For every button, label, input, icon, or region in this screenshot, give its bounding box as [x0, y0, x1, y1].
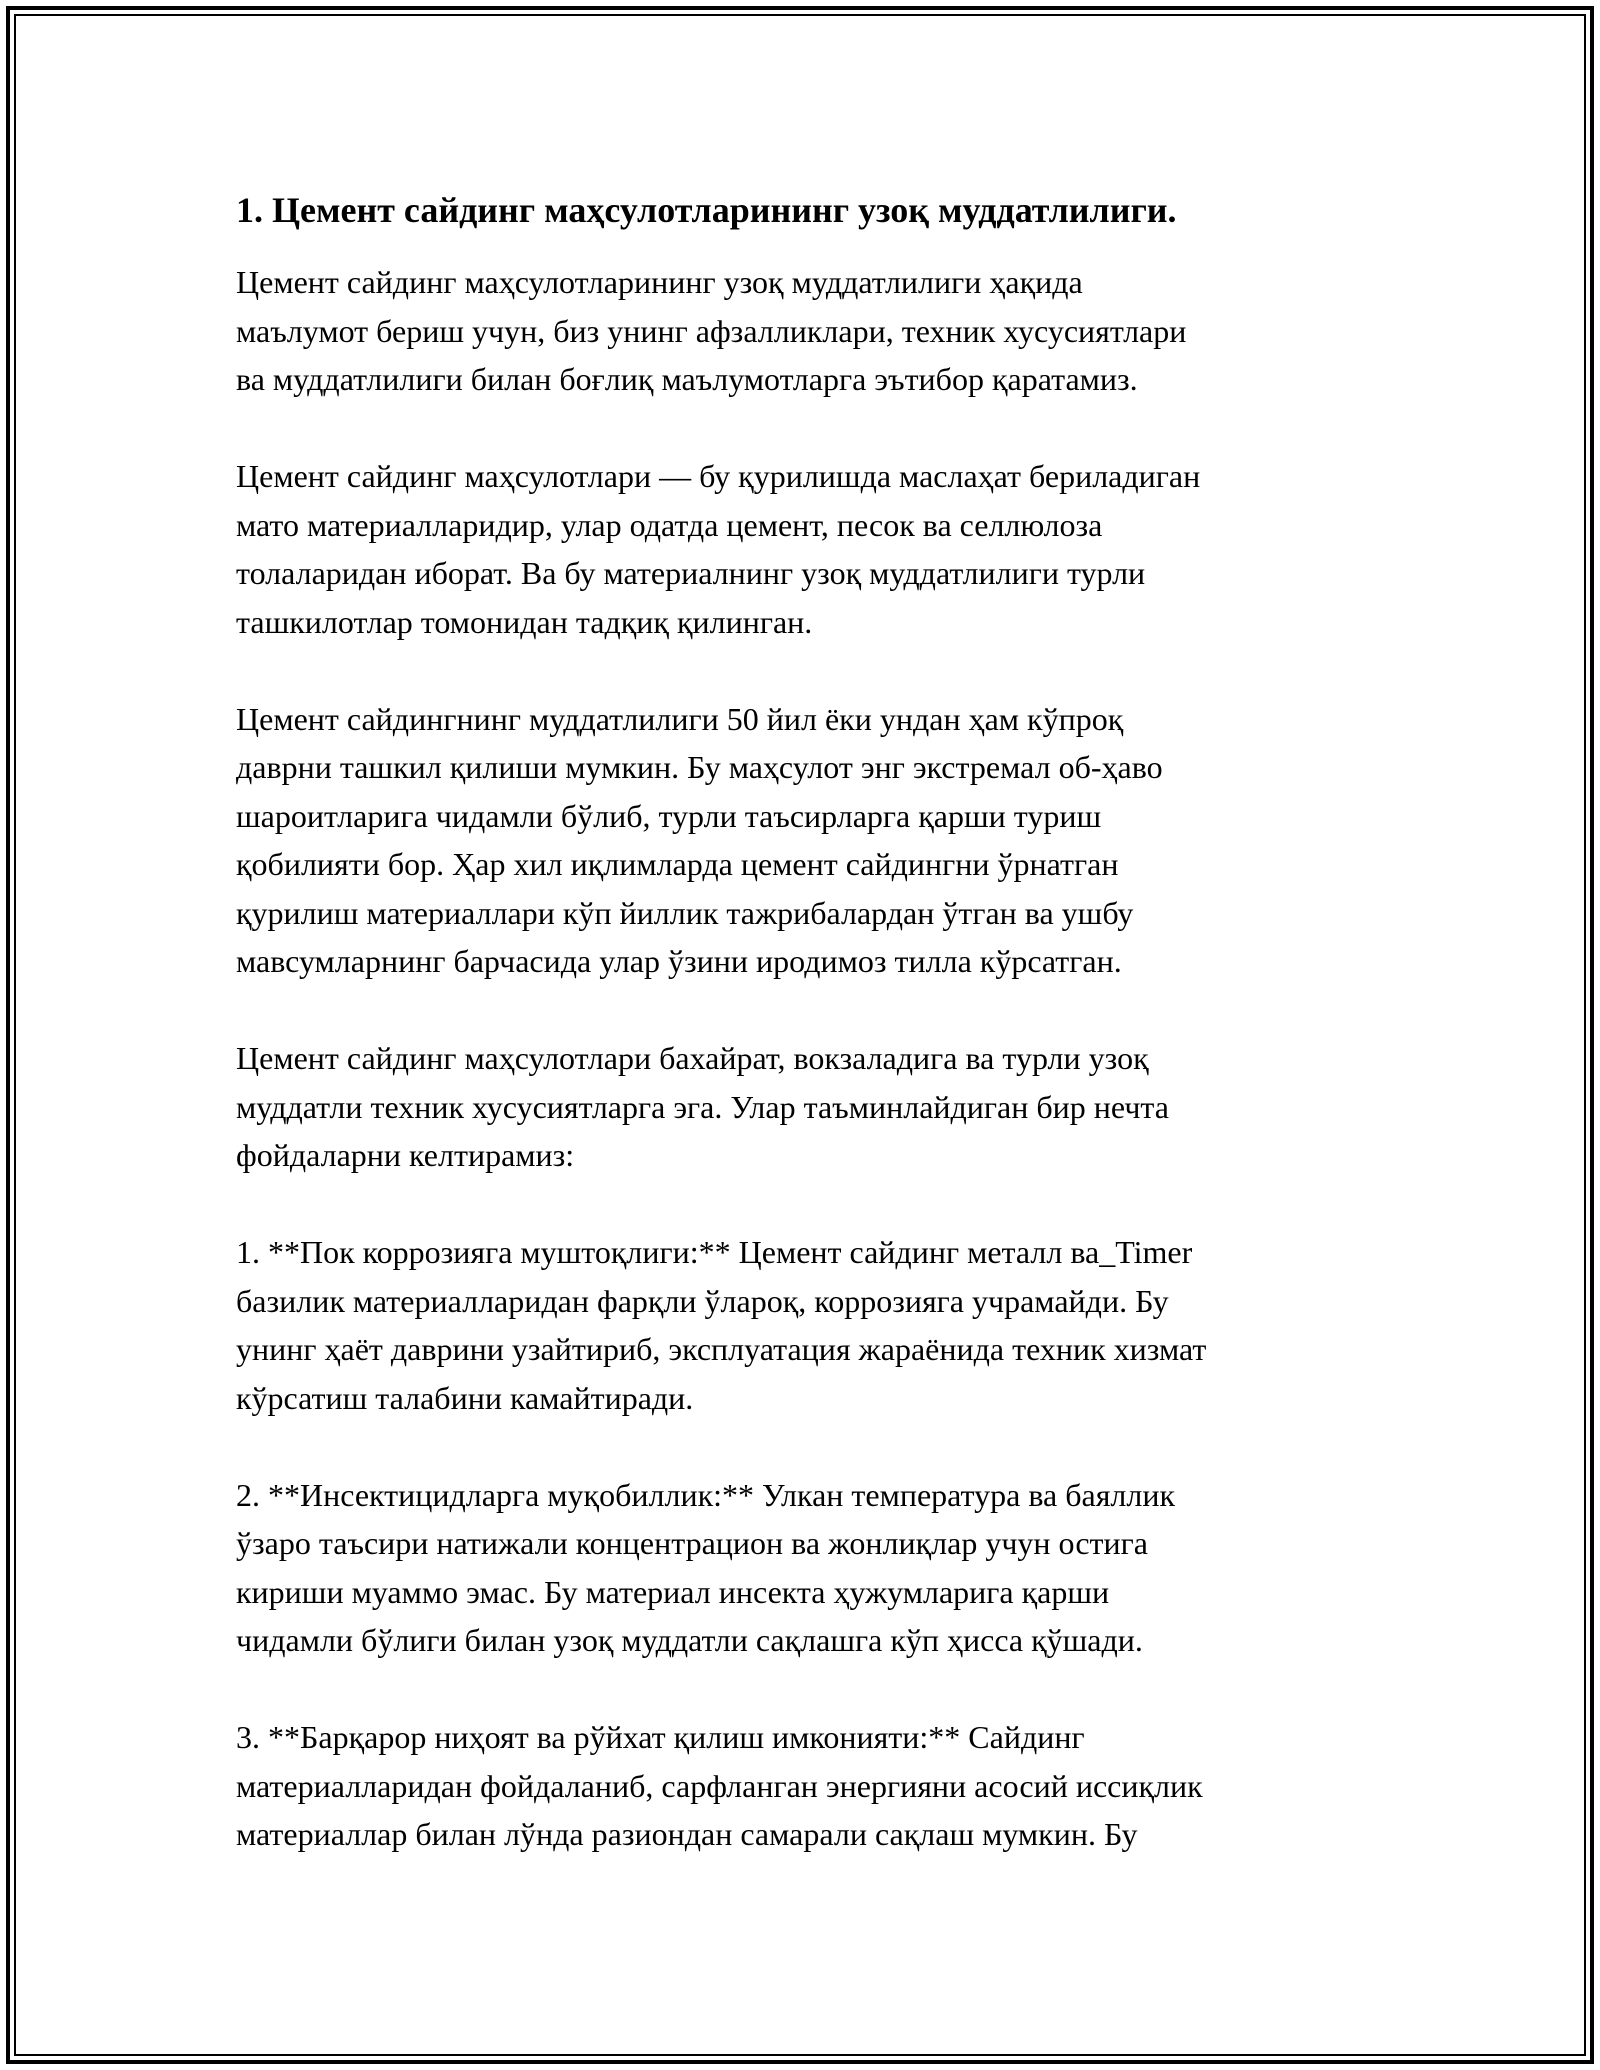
- text-line: Цемент сайдинг маҳсулотларининг узоқ муддатлилиги ҳақида: [236, 264, 1083, 300]
- text-line: материалларидан фойдаланиб, сарфланган энергияни асосий иссиқлик: [236, 1767, 1203, 1804]
- text-line: маълумот бериш учун, биз унинг афзалликлари, техник хусусиятлари: [236, 312, 1187, 349]
- list-item-1: [236, 1228, 1376, 1422]
- text-line: 2. **Инсектицидларга муқобиллик:** Улкан температура ва баяллик: [236, 1476, 1176, 1513]
- text-line: даврни ташкил қилиши мумкин. Бу маҳсулот энг экстремал об-ҳаво: [236, 749, 1163, 785]
- paragraph-durability: [236, 695, 1376, 986]
- paragraph-intro: [236, 258, 1376, 404]
- list-item-2: [236, 1471, 1376, 1665]
- text-line: базилик материалларидан фарқли ўлароқ, коррозияга учрамайди. Бу: [236, 1282, 1169, 1319]
- text-line: чидамли бўлиги билан узоқ муддатли сақлашга кўп ҳисса қўшади.: [236, 1622, 1143, 1658]
- document-body: [236, 186, 1376, 1907]
- text-line: Цемент сайдинг маҳсулотлари — бу қурилишда маслаҳат бериладиган: [236, 458, 1201, 494]
- text-line: мавсумларнинг барчасида улар ўзини иродимоз тилла кўрсатган.: [236, 943, 1122, 979]
- text-line: ўзаро таъсири натижали концентрацион ва жонлиқлар учун остига: [236, 1525, 1148, 1561]
- text-line: қурилиш материаллари кўп йиллик тажрибалардан ўтган ва ушбу: [236, 894, 1134, 931]
- text-line: 1. **Пок коррозияга муштоқлиги:** Цемент сайдинг металл ва_Timer: [236, 1234, 1193, 1270]
- paragraph-composition: [236, 452, 1376, 646]
- text-line: материаллар билан лўнда разиондан самарали сақлаш мумкин. Бу: [236, 1816, 1138, 1852]
- text-line: кўрсатиш талабини камайтиради.: [236, 1379, 694, 1416]
- text-line: Цемент сайдингнинг муддатлилиги 50 йил ёки ундан ҳам кўпроқ: [236, 700, 1124, 737]
- paragraph-benefits-intro: [236, 1034, 1376, 1180]
- text-line: 3. **Барқарор ниҳоят ва рўйхат қилиш имконияти:** Сайдинг: [236, 1719, 1085, 1755]
- text-line: ташкилотлар томонидан тадқиқ қилинган.: [236, 603, 813, 640]
- text-line: қобилияти бор. Ҳар хил иқлимларда цемент сайдингни ўрнатган: [236, 846, 1119, 882]
- text-line: шароитларига чидамли бўлиб, турли таъсирларга қарши туриш: [236, 797, 1102, 834]
- text-line: фойдаларни келтирамиз:: [236, 1137, 575, 1173]
- text-line: мато материалларидир, улар одатда цемент, песок ва селлюлоза: [236, 506, 1103, 543]
- text-line: муддатли техник хусусиятларга эга. Улар таъминлайдиган бир нечта: [236, 1088, 1169, 1125]
- document-heading: 1. Цемент сайдинг маҳсулотларининг узоқ муддатлилиги.: [236, 190, 1177, 230]
- text-line: кириши муаммо эмас. Бу материал инсекта ҳужумларига қарши: [236, 1573, 1110, 1610]
- text-line: толаларидан иборат. Ва бу материалнинг узоқ муддатлилиги турли: [236, 555, 1146, 591]
- list-item-3: [236, 1713, 1376, 1859]
- text-line: Цемент сайдинг маҳсулотлари бахайрат, вокзаладига ва турли узоқ: [236, 1040, 1149, 1076]
- text-line: ва муддатлилиги билан боғлиқ маълумотларга эътибор қаратамиз.: [236, 361, 1138, 397]
- text-line: унинг ҳаёт даврини узайтириб, эксплуатация жараёнида техник хизмат: [236, 1331, 1207, 1367]
